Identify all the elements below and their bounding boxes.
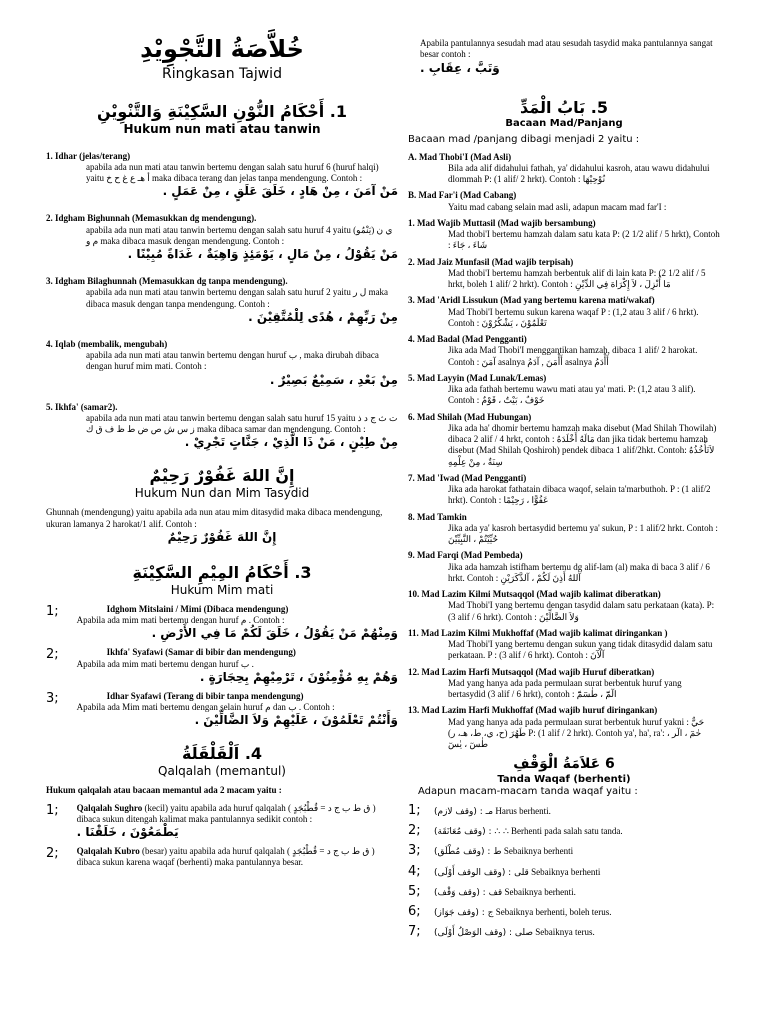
- list-item: 11. Mad Lazim Kilmi Mukhoffaf (Mad wajib kalimat diringankan ) Mad Thobi'I yang bertemu dengan sukun yang tidak ditasydid dalam satu perkataan. P : (3 alif / 6 hrkt). Contoh : آلْآنَ: [408, 627, 713, 661]
- list-item: A. Mad Thobi'I (Mad Asli) Bila ada alif didahului fathah, ya' didahului kasroh, atau wawu didahului dlommah P: (1 alif/ 2 hrkt). Contoh : نُوْحِيْهَا: [408, 151, 710, 184]
- list-item: B. Mad Far'i (Mad Cabang) Yaitu mad cabang selain mad asli, adapun macam mad far'I :: [408, 190, 667, 212]
- list-item: 3. Idgham Bilaghunnah (Memasukkan dg tanpa mendengung). apabila ada nun mati atau tanwin bertemu dengan salah satu huruf 2 yaitu ل ر maka dibaca masuk dengan tanpa mendengung. Contoh : مِنْ رَبِّهِمْ ، هُدًى لِلْمُتَّقِيْنَ .: [46, 276, 398, 324]
- list-item: 4. Iqlab (membalik, mengubah) apabila ada nun mati atau tanwin bertemu dengan huruf ب , maka dirubah dibaca dengan huruf mim mati. Contoh : مِنْ بَعْدِ ، سَمِيْعٌ بَصِيْرٌ .: [46, 338, 398, 387]
- section-6-title-latin: Tanda Waqaf (berhenti): [497, 773, 631, 785]
- section-4-title-arabic: 4. اَلْقَلْقَلَةُ: [181, 744, 263, 764]
- list-item: 1. Mad Wajib Muttasil (Mad wajib bersambung) Mad thobi'I bertemu hamzah dalam satu kata P: (2 1/2 alif / 5 hrkt), Contoh : شَاءَ ، جَاءَ: [408, 217, 720, 251]
- list-item: 4; (وقف الوقف أَوْلَى) : قلى Sebaiknya berhenti: [408, 863, 601, 879]
- section-1-title-arabic: 1. أَحْكَامُ النُّوْنِ السَّكِيْنَةِ وَالتَّنْوِيْنِ: [96, 101, 348, 121]
- section-2-title-latin: Hukum Nun dan Mim Tasydid: [134, 486, 310, 501]
- section-6-items: [408, 803, 720, 941]
- list-item: 12. Mad Lazim Harfi Mutsaqqol (Mad wajib Huruf diberatkan) Mad yang hanya ada pada permulaan surat berbentuk huruf yang bertasydid (3 alif / 6 hrkt), contoh : الٓمّٓ ، طٰسٓمّٓ: [408, 666, 682, 699]
- section-4-continued: Apabila pantulannya sesudah mad atau sesudah tasydid maka pantulannya sangat besar contoh : وَتَبَّ ، عِقَابِ .: [420, 38, 713, 75]
- section-5-title-arabic: 5. بَابُ الْمَدِّ: [520, 97, 608, 117]
- section-1-title-latin: Hukum nun mati atau tanwin: [123, 121, 321, 136]
- list-item: 8. Mad Tamkin Jika ada ya' kasroh bertasydid bertemu ya' sukun, P : 1 alif/2 hrkt. Contoh : حُيِّيْتُمْ ، النَّبِيِّيْنَ: [408, 511, 718, 544]
- list-item: 2; Ikhfa' Syafawi (Samar di bibir dan mendengung) Apabila ada mim mati bertemu dengan huruf ب . وَهُمْ بِهِ مُؤْمِنُوْنَ ، تَرْمِيْهِمْ بِحِجَارَةٍ .: [46, 647, 398, 684]
- list-item: 2; Qalqalah Kubro (besar) yaitu apabila ada huruf qalqalah ( ق ط ب ج د = قُطْبُجَدٍ ) dibaca sukun karena waqaf (berhenti) maka pantulannya besar.: [46, 846, 375, 868]
- section-5-title-latin: Bacaan Mad/Panjang: [505, 117, 623, 129]
- list-item: 10. Mad Lazim Kilmi Mutsaqqol (Mad wajib kalimat diberatkan) Mad Thobi'I yang bertemu dengan tasydid dalam satu perkataan (kata). P: (3 alif / 6 hrkt). Contoh : وَلاَ الضَّالِّيْنَ: [408, 589, 715, 622]
- list-item: 2. Mad Jaiz Munfasil (Mad wajib terpisah) Mad thobi'I bertemu hamzah berbentuk alif di lain kata P: (2 1/2 alif / 5 hrkt, boleh 1 alif/ 2 hrkt). Contoh : مَا أُنْزِلَ ، لاَ إِكْرَاهَ فِي الدِّيْنِ: [408, 256, 706, 289]
- list-item: 13. Mad Lazim Harfi Mukhoffaf (Mad wajib huruf diringankan) Mad yang hanya ada pada permulaan surat berbentuk huruf yakni : حَيٌّ طَهُرَ (ح، ي، ط، هـ، ر) P: (1 alif / 2 hrkt). Contoh ya', ha', ra': حٰمٓ ، الٓر ، طٰسٓ ، يٰسٓ: [408, 705, 705, 749]
- section-2-body: Ghunnah (mendengung) yaitu apabila ada nun atau mim ditasydid maka dibaca mendengung, ukuran lamanya 2 harokat/1 alif. Contoh :: [46, 507, 383, 529]
- list-item: 3. Mad 'Aridl Lissukun (Mad yang bertemu karena mati/wakaf) Mad Thobi'I bertemu sukun karena waqaf P : (1,2 atau 3 alif / 6 hrkt). Contoh : تَعْلَمُوْنَ ، يَشْكُرُوْنَ: [408, 295, 699, 328]
- list-item: 7; (وقف الوَصْلُ أَوْلَى) : صلى Sebaiknya terus.: [408, 924, 595, 940]
- section-3-title-arabic: 3. أَحْكَامُ المِيْمِ السَّكِيْنَةِ: [132, 562, 312, 582]
- list-item: 1. Idhar (jelas/terang) apabila ada nun mati atau tanwin bertemu dengan salah satu huruf 6 (huruf halqi) yaitu أ هـ ع غ ح خ maka dibaca terang dan jelas tanpa mendengung. Contoh : مَنْ آمَنَ ، مِنْ هَادٍ ، خَلَقَ عَلَقٍ ، مِنْ عَمَلٍ .: [46, 150, 398, 199]
- section-3-items: [46, 604, 398, 729]
- list-item: 2; (وقف مُعَانَقَة) : ∴ ∴ Berhenti pada salah satu tanda.: [408, 823, 623, 838]
- left-column: [46, 0, 398, 869]
- list-item: 6; (وقف جَوَاز) : ج Sebaiknya berhenti, boleh terus.: [408, 904, 612, 919]
- list-item: 2. Idgham Bighunnah (Memasukkan dg mendengung). apabila ada nun mati atau tanwin bertemu dengan salah satu huruf 4 yaitu (يَنْمُو) ي ن م و maka dibaca masuk dengan mendengung. Contoh : مَنْ يَقُوْلُ ، مِنْ مَالٍ ، يَوْمَئِذٍ وَاهِيَةٌ ، غَدَاةً مُبِيْنًا .: [46, 213, 398, 261]
- list-item: 9. Mad Farqi (Mad Pembeda) Jika ada hamzah istifham bertemu dg alif-lam (al) maka di baca 3 alif / 6 hrkt. Contoh : آللهُ أَذِنَ لَكُمْ ، آلذَّكَرَيْنِ: [408, 550, 710, 583]
- section-2-example: إِنَّ اللهَ غَفُوْرٌ رَحِيْمٌ: [167, 529, 277, 544]
- list-item: 7. Mad 'Iwad (Mad Pengganti) Jika ada harokat fathatain dibaca waqof, selain ta'marbuthoh. P : (1 alif/2 hrkt). Contoh : عَفُوًّا ، رَحِيْمًا: [408, 472, 711, 506]
- list-item: 5; (وقف وَقْف) : قف Sebaiknya berhenti.: [408, 883, 576, 899]
- section-6-title-arabic: 6 عَلاَمَةُ الْوَقْفِ: [513, 756, 615, 773]
- section-5-intro: Bacaan mad /panjang dibagi menjadi 2 yaitu :: [408, 134, 640, 145]
- section-5-items: [408, 152, 720, 751]
- list-item: 1; Qalqalah Sughro (kecil) yaitu apabila ada huruf qalqalah ( ق ط ب ج د = قُطْبُجَدٍ ) dibaca sukun ditengah kalimat maka pantulannya sedikit contoh : يَطْمَعُوْنَ ، خَلَقْنَا .: [46, 802, 376, 839]
- list-item: 4. Mad Badal (Mad Pengganti) Jika ada Mad Thobi'I menggantikan hamzah, dibaca 1 alif/ 2 harokat. Contoh : آمَنَ asalnya أَأْمَنَ , آدَمُ asalnya أَأْدَمُ: [408, 334, 698, 367]
- list-item: 5. Mad Layyin (Mad Lunak/Lemas) Jika ada fathah bertemu wawu mati atau ya' mati. P: (1,2 atau 3 alif). Contoh : خَوْفٌ ، بَيْتٌ ، قَوْمٌ: [408, 372, 696, 406]
- section-4-intro: Hukum qalqalah atau bacaan memantul ada 2 macam yaitu :: [46, 785, 282, 796]
- list-item: 1; Idghom Mitslaini / Mimi (Dibaca mendengung) Apabila ada mim mati bertemu dengan huruf م . Contoh : وَمِنْهُمْ مَنْ يَقُوْلُ ، خَلَقَ لَكُمْ مَا فِي الأَرْضِ .: [46, 603, 398, 641]
- list-item: 6. Mad Shilah (Mad Hubungan) Jika ada ha' dhomir bertemu hamzah maka disebut (Mad Shilah Thowilah) dibaca 2 alif / 4 hrkt, contoh : مَالَهُ أَخْلَدَهُ dan jika tidak bertemu hamzah disebut (Mad Shilah Qoshiroh) pendek dibaca 1 alif/2hkt. Contoh: لاَتَأْخُذُهُ سِنَةٌ ، مِنْ عِلْمِهِ: [408, 411, 717, 467]
- section-2-title-arabic: إِنَّ اللهَ غَفُوْرٌ رَحِيْمٌ: [149, 466, 295, 486]
- section-6-intro: Adapun macam-macam tanda waqaf yaitu :: [418, 786, 638, 798]
- main-title-latin: Ringkasan Tajwid: [162, 66, 282, 82]
- list-item: 3; (وقف مُطْلَق) : ط Sebaiknya berhenti: [408, 843, 574, 859]
- list-item: 1; (وقف لازم) : مـ Harus berhenti.: [408, 802, 551, 818]
- section-1-items: [46, 151, 398, 451]
- section-3-title-latin: Hukum Mim mati: [170, 582, 274, 597]
- main-title-arabic: خُلاَّصَةُ التَّجْوِيْدِ: [140, 35, 304, 63]
- section-4-title-latin: Qalqalah (memantul): [158, 764, 286, 779]
- right-column: [408, 0, 720, 941]
- list-item: 5. Ikhfa' (samar2). apabila ada nun mati atau tanwin bertemu dengan salah satu huruf 15 yaitu ت ث ج د ذ ز س ش ص ض ط ظ ف ق ك maka dibaca samar dan mendengung. Contoh : مِنْ طِيْنٍ ، مَنْ ذَا الَّذِيْ ، جَنَّاتٍ تَجْرِيْ .: [46, 401, 398, 450]
- list-item: 3; Idhar Syafawi (Terang di bibir tanpa mendengung) Apabila ada Mim mati bertemu dengan selain huruf م dan ب . Contoh : وَأَنْتُمْ تَعْلَمُوْنَ ، عَلَيْهِمْ وَلاَ الضَّالِّيْنَ .: [46, 690, 398, 728]
